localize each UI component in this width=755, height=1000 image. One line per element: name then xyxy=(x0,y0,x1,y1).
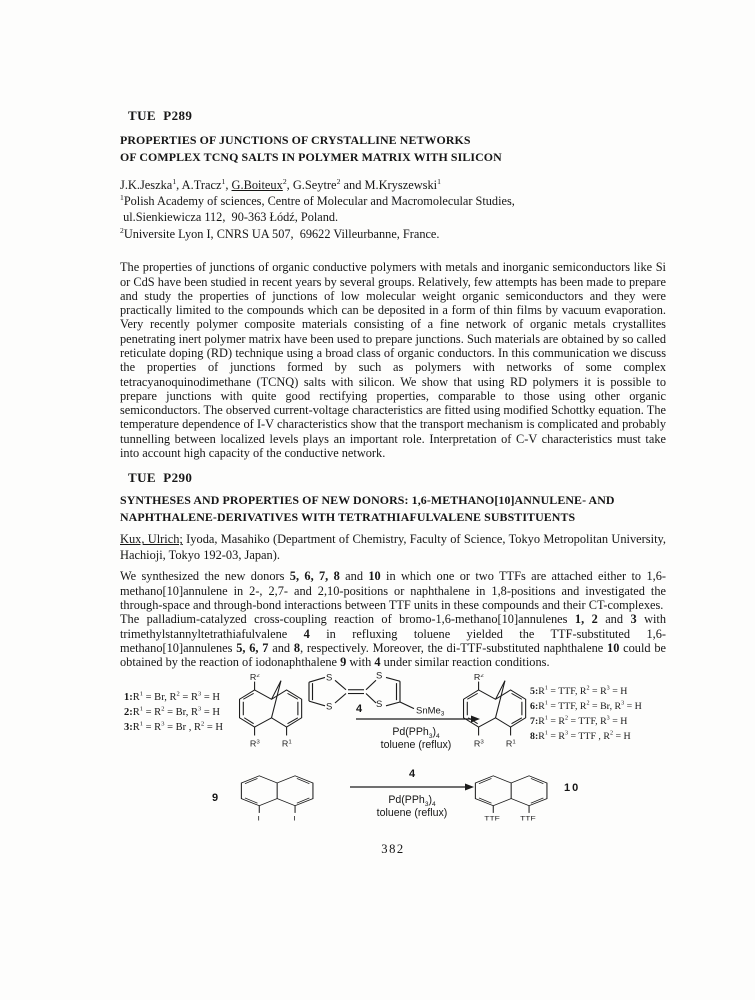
sulfur-atom-label: S xyxy=(326,701,333,712)
r2-substituent-label: R xyxy=(473,673,481,682)
abstract1-title-line1: PROPERTIES OF JUNCTIONS OF CRYSTALLINE NETWORKS xyxy=(120,133,471,147)
svg-text:R1: $R^1$ xyxy=(281,738,292,749)
sulfur-atom-label: S xyxy=(326,672,333,683)
abstract1-affiliation-2: $^2$Universite Lyon I, CNRS UA 507, 69622 Villeurbanne, France. xyxy=(120,225,440,241)
svg-text:R1: $R^1$ xyxy=(505,738,516,749)
ttf-substituent-label: TTF xyxy=(484,814,500,822)
abstract2-title-line2: NAPHTHALENE-DERIVATIVES WITH TETRATHIAFULVALENE SUBSTITUENTS xyxy=(120,509,576,524)
abstract2-title-line1: SYNTHESES AND PROPERTIES OF NEW DONORS: 1,6-METHANO[10]ANNULENE- AND xyxy=(120,493,615,508)
r1-substituent-label: R xyxy=(281,738,289,749)
product-label-6: $6:R^1$ = TTF, $R^2 = Br$, $R^3 = H$ xyxy=(530,700,642,712)
product-label-5: $5:R^1$ = TTF, $R^2 = R^3 = H$ xyxy=(530,685,628,697)
svg-text:R2: $R^2$ xyxy=(473,673,484,682)
page-content xyxy=(120,108,666,857)
reactant-label-2: $2:R^1 = R^2 = Br$, $R^3 = H$ xyxy=(124,705,220,718)
methanoannulene-reactant-structure xyxy=(232,674,312,754)
sulfur-atom-label: S xyxy=(376,670,383,681)
solvent-label: toluene (reflux) xyxy=(380,739,452,752)
svg-text:R3: $R^3$ xyxy=(249,738,260,749)
catalyst-label: $Pd(PPh_3)_4$ xyxy=(388,793,436,808)
product-label-8: $8:R^1 = R^3$ = TTF , $R^2 = H$ xyxy=(530,731,631,743)
iodine-atom-label: I xyxy=(293,814,296,822)
reactant-label-1: $1:R^1 = Br$, $R^2 = R^3 = H$ xyxy=(124,690,220,703)
scheme2-conditions xyxy=(342,794,482,821)
arrow-reagent-4-number: 4 xyxy=(408,767,416,780)
methanoannulene-product-structure xyxy=(456,674,536,754)
di-ttf-naphthalene-structure xyxy=(470,770,555,822)
sulfur-atom-label: S xyxy=(376,698,383,709)
svg-text:R3: $R^3$ xyxy=(473,738,484,749)
abstract2-authors: Kux, Ulrich; Iyoda, Masahiko (Department of Chemistry, Faculty of Science, Tokyo Metropolitan University, Hachioji, Tokyo 192-03, Japan). xyxy=(120,532,666,562)
trimethylstannyl-group-label: SnMe xyxy=(416,705,441,716)
scheme1-product-labels xyxy=(530,684,642,745)
abstract1-body: The properties of junctions of organic conductive polymers with metals and inorganic semiconductors like Si or CdS have been studied in recent years by several groups. Relatively, few attempts has been made to prepare and study the properties of junctions of low molecular weight organic semiconductors and they were practically limited to the compounds which can be deposited in a form of thin films by vacuum evaporation. Very recently polymer composite materials consisting of a fine network of organic metals crystallites penetrating inert polymer matrix have been used to prepare junctions. Such materials are obtained by so called reticulate doping (RD) technique using a broad class of organic conductors. In this communication we discuss the properties of junctions formed by such as polymers with networks of some complex tetracyanoquinodimethane (TCNQ) salts with silicon. We show that using RD polymers it is possible to prepare junctions with quite good rectifying properties, comparable to those using other organic semiconductors. The observed current-voltage characteristics are fitted using modified Schottky equation. The temperature dependence of I-V characteristics show that the transport mechanism is complicated and probably tunnelling between localized levels plays an important role. Interpretation of C-V characteristics must take into account high capacity of the conductive network. xyxy=(120,260,666,461)
compound-9-number: 9 xyxy=(212,791,219,804)
diiodonaphthalene-structure xyxy=(236,770,321,822)
reagent-4-number: 4 xyxy=(356,702,363,715)
svg-text:R2: $R^2$ xyxy=(249,673,260,682)
ttf-substituent-label: TTF xyxy=(520,814,536,822)
abstract2-title xyxy=(120,492,666,525)
product-label-7: $7:R^1 = R^2$ = TTF, $R^3 = H$ xyxy=(530,715,628,728)
compound-10-number: 10 xyxy=(564,781,581,794)
r3-substituent-label: R xyxy=(249,738,257,749)
reactant-label-3: $3:R^1 = R^3 = Br$ , $R^2 = H$ xyxy=(124,720,224,734)
trimethylstannyl-ttf-structure xyxy=(302,668,452,720)
solvent-label: toluene (reflux) xyxy=(376,807,448,820)
abstract2-body-paragraph2: The palladium-catalyzed cross-coupling reaction of bromo-1,6-methano[10]annulenes 1, 2 and 3 with trimethylstannyltetrathiafulvalene 4 in refluxing toluene yielded the TTF-substituted 1,6-methano[10]annulenes 5, 6, 7 and 8, respectively. Moreover, the di-TTF-substituted naphthalene 10 could be obtained by the reaction of iodonaphthalene 9 with 4 under similar reaction conditions. xyxy=(120,612,667,670)
abstract1-authors: J.K.Jeszka$^1$, A.Tracz$^1$, G.Boiteux$^2$, G.Seytre$^2$ and M.Kryszewski$^1$ xyxy=(120,176,441,192)
abstract1-affiliation-1b: ul.Sienkiewicza 112, 90-363 Łódź, Poland. xyxy=(120,210,339,225)
r2-substituent-label: R xyxy=(249,673,257,682)
scheme1-reactant-labels xyxy=(124,690,223,736)
reaction-scheme-1 xyxy=(120,672,666,768)
session-code-p289: TUE P289 xyxy=(128,108,193,123)
reaction-arrow xyxy=(350,782,474,792)
reaction-scheme-2 xyxy=(120,767,666,828)
session-code-p290: TUE P290 xyxy=(128,470,193,486)
abstract1-affiliation-1: $^1$Polish Academy of sciences, Centre of Molecular and Macromolecular Studies, xyxy=(120,192,515,208)
abstract1-title-line2: OF COMPLEX TCNQ SALTS IN POLYMER MATRIX WITH SILICON xyxy=(120,149,502,164)
r3-substituent-label: R xyxy=(473,738,481,749)
page-number: 382 xyxy=(381,841,405,856)
abstract2-body-paragraph1: We synthesized the new donors 5, 6, 7, 8 and 10 in which one or two TTFs are attached either to 1,6-methano[10]annulene in 2-, 2,7- and 2,10-positions or naphthalene in 1,8-positions and investigated the through-space and through-bond interactions between TTF units in these compounds and their CT-complexes. xyxy=(120,569,666,613)
svg-text:SnMe3: SnMe$_3$ xyxy=(416,705,445,718)
r1-substituent-label: R xyxy=(505,738,513,749)
abstract1-title xyxy=(120,132,666,165)
iodine-atom-label: I xyxy=(257,814,260,822)
catalyst-label: $Pd(PPh_3)_4$ xyxy=(392,725,440,740)
